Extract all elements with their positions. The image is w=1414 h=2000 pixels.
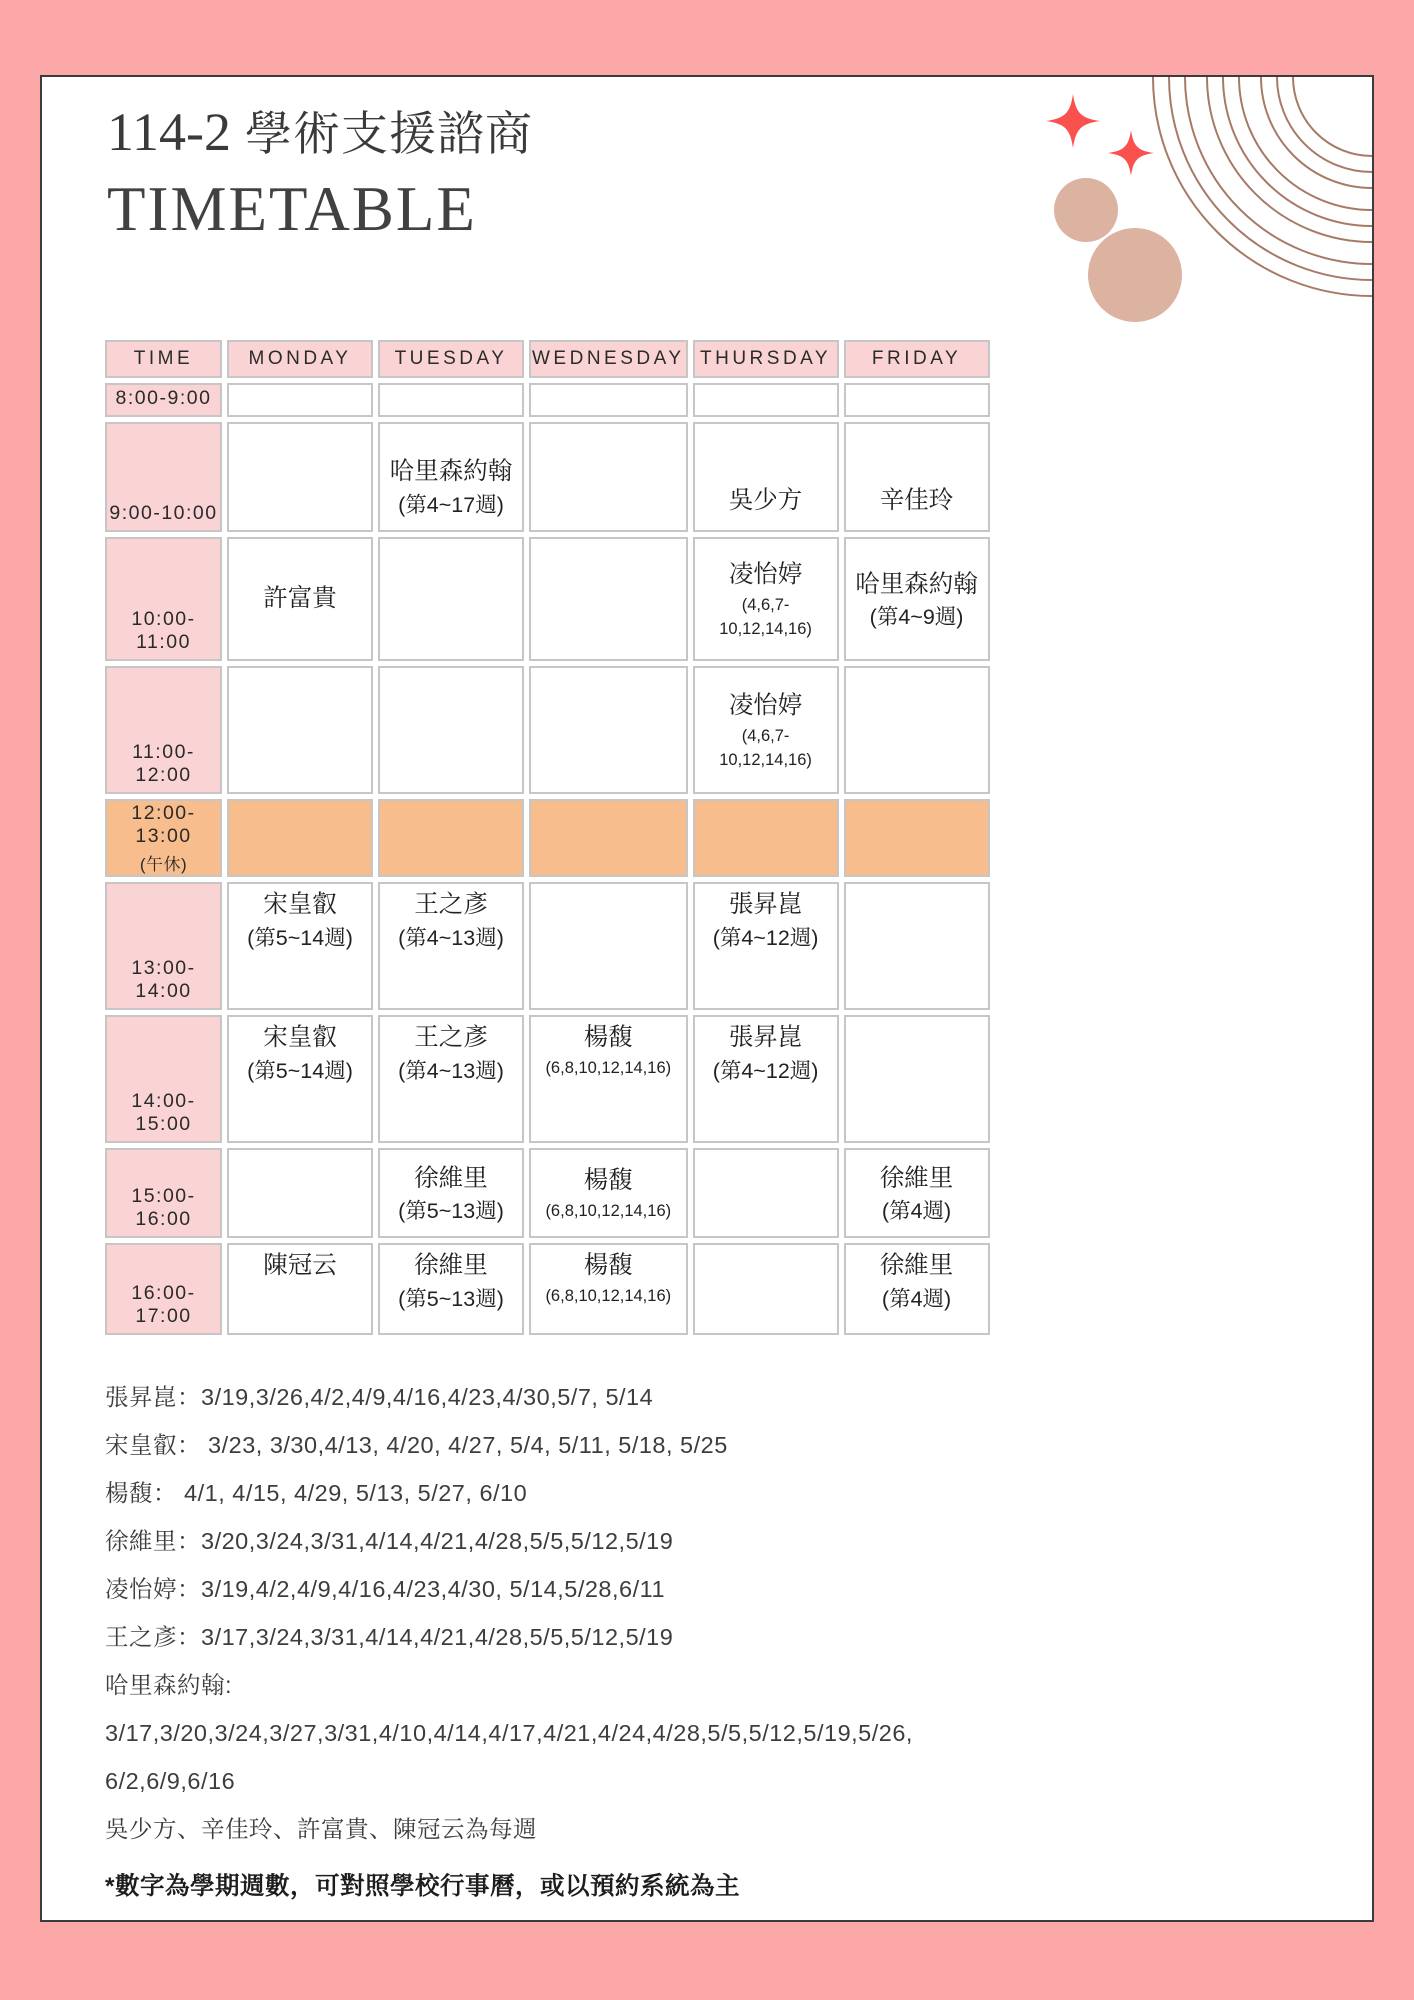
- circle-decoration: [1088, 228, 1182, 322]
- schedule-cell: [529, 537, 688, 661]
- tutor-name: 徐維里: [414, 1252, 488, 1279]
- time-cell: 11:00-12:00: [105, 666, 222, 794]
- tutor-weeks: (第4~12週): [712, 1058, 819, 1083]
- schedule-cell: [227, 383, 373, 417]
- title-block: [107, 95, 533, 244]
- circle-decoration: [1054, 178, 1118, 242]
- time-cell: 10:00-11:00: [105, 537, 222, 661]
- time-cell: 12:00-13:00 (午休): [105, 799, 222, 877]
- tutor-name: 張昇崑: [728, 1024, 803, 1051]
- time-cell: 15:00-16:00: [105, 1148, 222, 1238]
- schedule-cell: [227, 422, 373, 532]
- table-row: [105, 537, 990, 661]
- content-card: [40, 75, 1374, 1922]
- table-row: [105, 1243, 990, 1335]
- tutor-name: 吳少方: [728, 487, 803, 515]
- schedule-cell: [227, 1015, 373, 1143]
- tutor-weeks: (第5~14週): [247, 925, 353, 950]
- note-line: 凌怡婷：3/19,4/2,4/9,4/16,4/23,4/30, 5/14,5/28,6/11: [105, 1576, 666, 1602]
- note-line: 6/2,6/9,6/16: [105, 1768, 236, 1794]
- schedule-cell: [693, 537, 839, 661]
- schedule-cell: [844, 383, 990, 417]
- tutor-weeks: (第4~17週): [398, 492, 504, 517]
- tutor-name: 哈里森約翰: [855, 570, 978, 598]
- tutor-name: 凌怡婷: [728, 561, 803, 589]
- table-row: [105, 422, 990, 532]
- note-line: 王之彥：3/17,3/24,3/31,4/14,4/21,4/28,5/5,5/12,5/19: [105, 1624, 674, 1650]
- note-line: 哈里森約翰:: [105, 1672, 233, 1698]
- sparkle-icon: [1046, 94, 1100, 148]
- timetable-body: [105, 383, 990, 1335]
- schedule-cell: [378, 1015, 524, 1143]
- schedule-cell: [693, 882, 839, 1010]
- table-row: [105, 799, 990, 877]
- tutor-weeks: (第5~14週): [247, 1058, 353, 1083]
- notes-block: [105, 1373, 1335, 1902]
- schedule-cell: [378, 882, 524, 1010]
- tutor-weeks: (第5~13週): [398, 1199, 504, 1224]
- tutor-name: 楊馥: [583, 1024, 633, 1051]
- tutor-weeks: (第4週): [881, 1199, 952, 1224]
- tutor-name: 辛佳玲: [879, 487, 954, 515]
- schedule-cell: [693, 1148, 839, 1238]
- schedule-cell: [693, 1015, 839, 1143]
- column-header: FRIDAY: [844, 340, 990, 378]
- schedule-cell: [844, 882, 990, 1010]
- schedule-cell: [529, 666, 688, 794]
- schedule-cell: [378, 1148, 524, 1238]
- column-header: MONDAY: [227, 340, 373, 378]
- tutor-weeks: (6,8,10,12,14,16): [545, 1058, 672, 1077]
- table-row: [105, 1148, 990, 1238]
- tutor-name: 徐維里: [879, 1164, 954, 1192]
- schedule-cell: [844, 537, 990, 661]
- time-cell: 14:00-15:00: [105, 1015, 222, 1143]
- schedule-cell: [844, 1243, 990, 1335]
- schedule-cell: [693, 1243, 839, 1335]
- schedule-cell: [529, 882, 688, 1010]
- disclaimer-note: *數字為學期週數，可對照學校行事曆，或以預約系統為主: [105, 1873, 741, 1900]
- tutor-weeks: (第4週): [881, 1286, 952, 1311]
- tutor-weeks: (4,6,7- 10,12,14,16): [719, 727, 812, 769]
- note-line: 楊馥： 4/1, 4/15, 4/29, 5/13, 5/27, 6/10: [105, 1480, 528, 1506]
- tutor-name: 宋皇叡: [263, 891, 337, 918]
- tutor-name: 宋皇叡: [263, 1024, 337, 1051]
- tutor-name: 楊馥: [583, 1167, 633, 1195]
- schedule-cell: [227, 882, 373, 1010]
- schedule-cell: [227, 799, 373, 877]
- page-title: [107, 95, 533, 171]
- column-header: TIME: [105, 340, 222, 378]
- schedule-cell: [844, 422, 990, 532]
- schedule-cell: [378, 537, 524, 661]
- schedule-cell: [378, 799, 524, 877]
- schedule-cell: [529, 1015, 688, 1143]
- semester-label: 114-2: [107, 102, 231, 162]
- lunch-label: (午休): [139, 855, 188, 874]
- header-row: [105, 340, 990, 378]
- note-line: 3/17,3/20,3/24,3/27,3/31,4/10,4/14,4/17,4/21,4/24,4/28,5/5,5/12,5/19,5/26,: [105, 1720, 913, 1746]
- time-cell: 13:00-14:00: [105, 882, 222, 1010]
- title-zh: 學術支援諮商: [245, 107, 534, 160]
- table-row: [105, 666, 990, 794]
- schedule-cell: [378, 666, 524, 794]
- schedule-cell: [693, 422, 839, 532]
- column-header: WEDNESDAY: [529, 340, 688, 378]
- tutor-name: 王之彥: [414, 1024, 488, 1051]
- table-row: [105, 383, 990, 417]
- arc-line: [1152, 75, 1374, 297]
- tutor-weeks: (第4~9週): [869, 605, 964, 630]
- tutor-weeks: (4,6,7- 10,12,14,16): [719, 596, 812, 638]
- tutor-name: 楊馥: [583, 1252, 633, 1279]
- tutor-weeks: (6,8,10,12,14,16): [545, 1286, 672, 1305]
- tutor-name: 徐維里: [414, 1164, 488, 1192]
- tutor-name: 哈里森約翰: [389, 458, 513, 486]
- note-line: 吳少方、辛佳玲、許富貴、陳冠云為每週: [105, 1816, 537, 1842]
- tutor-name: 陳冠云: [263, 1252, 337, 1279]
- time-cell: 16:00-17:00: [105, 1243, 222, 1335]
- schedule-cell: [529, 1148, 688, 1238]
- note-line: 宋皇叡： 3/23, 3/30,4/13, 4/20, 4/27, 5/4, 5/11, 5/18, 5/25: [105, 1432, 728, 1458]
- tutor-weeks: (第4~12週): [712, 925, 819, 950]
- schedule-cell: [844, 1015, 990, 1143]
- tutor-weeks: (第4~13週): [398, 925, 504, 950]
- schedule-cell: [844, 799, 990, 877]
- timetable: [100, 335, 995, 1340]
- schedule-cell: [693, 799, 839, 877]
- time-cell: 8:00-9:00: [105, 383, 222, 417]
- table-row: [105, 1015, 990, 1143]
- schedule-cell: [227, 1148, 373, 1238]
- tutor-name: 許富貴: [263, 585, 337, 613]
- column-header: TUESDAY: [378, 340, 524, 378]
- schedule-cell: [227, 1243, 373, 1335]
- sparkle-icon: [1108, 130, 1154, 176]
- schedule-cell: [529, 1243, 688, 1335]
- schedule-cell: [378, 383, 524, 417]
- tutor-name: 張昇崑: [728, 891, 803, 918]
- note-line: 徐維里：3/20,3/24,3/31,4/14,4/21,4/28,5/5,5/12,5/19: [105, 1528, 674, 1554]
- tutor-name: 凌怡婷: [728, 692, 803, 720]
- tutor-weeks: (第4~13週): [398, 1058, 504, 1083]
- schedule-cell: [227, 666, 373, 794]
- schedule-cell: [529, 383, 688, 417]
- notes-list: [105, 1373, 1335, 1853]
- title-en: TIMETABLE: [107, 173, 477, 244]
- schedule-cell: [529, 799, 688, 877]
- tutor-weeks: (6,8,10,12,14,16): [545, 1202, 672, 1221]
- tutor-name: 王之彥: [414, 891, 488, 918]
- tutor-weeks: (第5~13週): [398, 1286, 504, 1311]
- tutor-name: 徐維里: [879, 1252, 954, 1279]
- schedule-cell: [693, 383, 839, 417]
- note-line: 張昇崑：3/19,3/26,4/2,4/9,4/16,4/23,4/30,5/7, 5/14: [105, 1384, 654, 1410]
- schedule-cell: [378, 422, 524, 532]
- schedule-cell: [529, 422, 688, 532]
- schedule-cell: [844, 1148, 990, 1238]
- table-row: [105, 882, 990, 1010]
- schedule-cell: [693, 666, 839, 794]
- schedule-cell: [378, 1243, 524, 1335]
- column-header: THURSDAY: [693, 340, 839, 378]
- time-cell: 9:00-10:00: [105, 422, 222, 532]
- schedule-cell: [227, 537, 373, 661]
- schedule-cell: [844, 666, 990, 794]
